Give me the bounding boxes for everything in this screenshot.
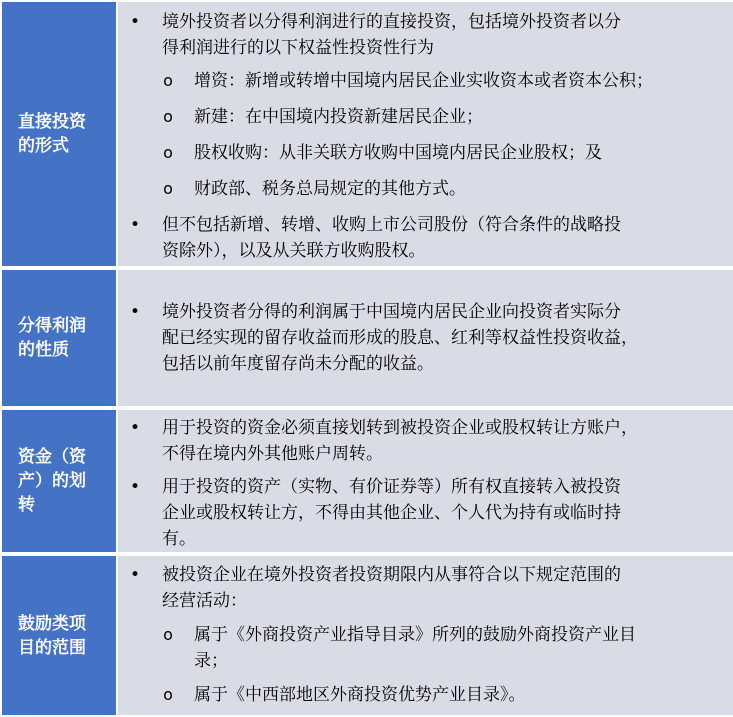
row-header-label: 直接投资 的形式 xyxy=(18,112,86,156)
sub-bullet-text: 新建：在中国境内投资新建居民企业； xyxy=(194,107,483,127)
row-header xyxy=(2,270,116,406)
sub-bullet-marker: o xyxy=(163,143,173,162)
sub-bullet-marker: o xyxy=(163,71,173,90)
bullet-marker: • xyxy=(129,302,141,322)
sub-bullet-marker: o xyxy=(163,107,173,126)
bullet-text: 用于投资的资产（实物、有价证券等）所有权直接转入被投资 企业或股权转让方，不得由其他企业、个人代为持有或临时持 有。 xyxy=(162,477,621,549)
bullet-marker: • xyxy=(129,565,141,585)
sub-bullet-text: 股权收购：从非关联方收购中国境内居民企业股权；及 xyxy=(194,143,602,163)
bullet-marker: • xyxy=(129,477,141,497)
sub-bullet-text: 增资：新增或转增中国境内居民企业实收资本或者资本公积； xyxy=(194,71,653,91)
row-header-label: 资金（资 产）的划 转 xyxy=(18,447,86,515)
bullet-marker: • xyxy=(129,418,141,438)
row-content xyxy=(118,2,733,266)
table-row-direct-investment-form xyxy=(0,0,733,268)
row-content xyxy=(118,556,733,715)
row-header xyxy=(2,2,116,266)
sub-bullet-text: 财政部、税务总局规定的其他方式。 xyxy=(194,179,466,199)
table-row-profit-nature xyxy=(0,268,733,408)
row-content xyxy=(118,270,733,406)
row-content xyxy=(118,410,733,552)
table-row-encouraged-scope xyxy=(0,554,733,717)
row-header-label: 鼓励类项 目的范围 xyxy=(18,613,86,658)
sub-bullet-marker: o xyxy=(163,179,173,198)
sub-bullet-marker: o xyxy=(163,625,173,644)
bullet-text: 用于投资的资金必须直接划转到被投资企业或股权转让方账户， 不得在境内外其他账户周转。 xyxy=(162,418,638,464)
bullet-text: 被投资企业在境外投资者投资期限内从事符合以下规定范围的 经营活动： xyxy=(162,565,621,611)
sub-bullet-marker: o xyxy=(163,685,173,704)
bullet-marker: • xyxy=(129,215,141,235)
table-row-fund-transfer xyxy=(0,408,733,554)
bullet-text: 境外投资者分得的利润属于中国境内居民企业向投资者实际分 配已经实现的留存收益而形成的股息、红利等权益性投资收益， 包括以前年度留存尚未分配的收益。 xyxy=(162,302,638,374)
sub-bullet-text: 属于《外商投资产业指导目录》所列的鼓励外商投资产业目 录； xyxy=(194,625,636,671)
row-header-label: 分得利润 的性质 xyxy=(18,316,86,360)
bullet-marker: • xyxy=(129,12,141,32)
bullet-text: 境外投资者以分得利润进行的直接投资，包括境外投资者以分 得利润进行的以下权益性投资性行为 xyxy=(162,12,621,58)
sub-bullet-text: 属于《中西部地区外商投资优势产业目录》。 xyxy=(194,685,526,705)
bullet-text: 但不包括新增、转增、收购上市公司股份（符合条件的战略投 资除外），以及从关联方收购股权。 xyxy=(162,215,621,261)
row-header xyxy=(2,556,116,715)
row-header xyxy=(2,410,116,552)
